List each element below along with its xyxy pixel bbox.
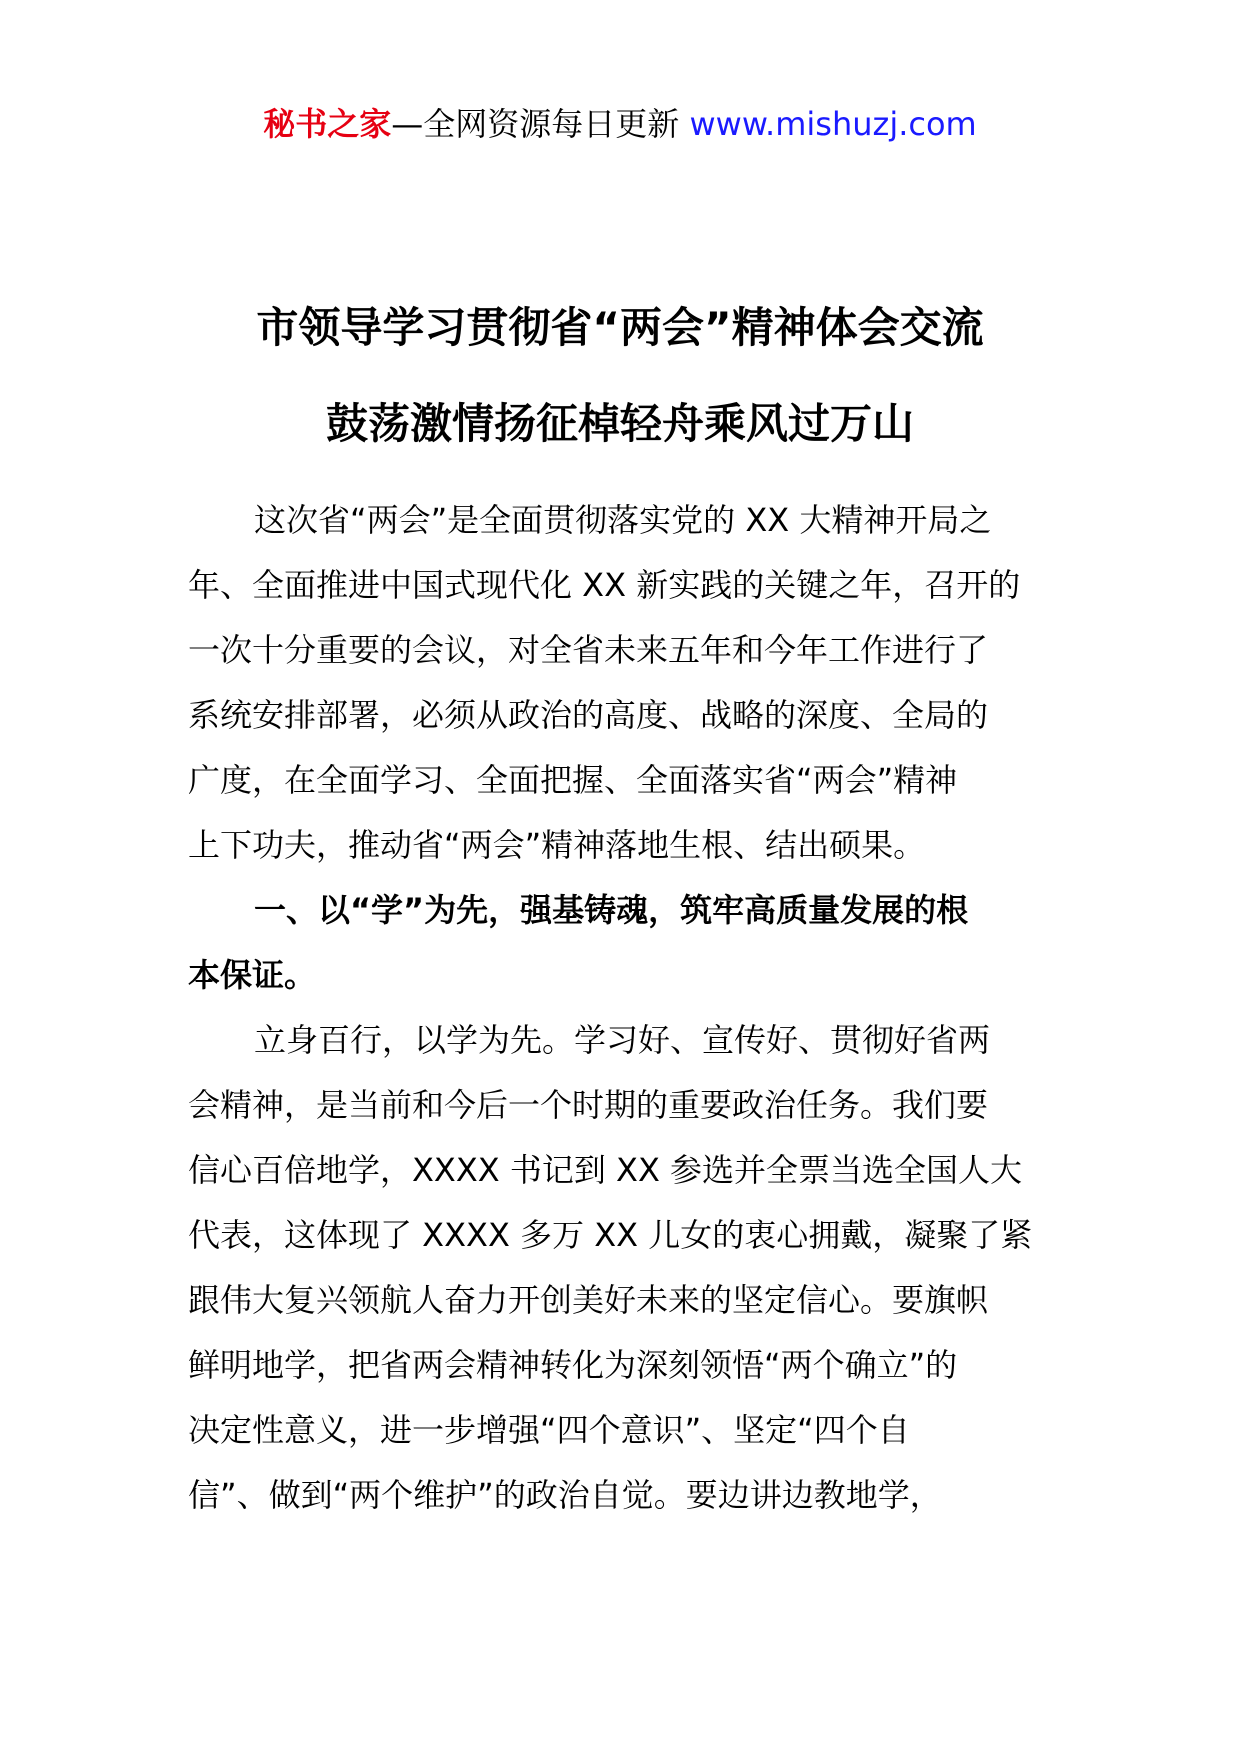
paragraph-line: 这次省“两会”是全面贯彻落实党的 XX 大精神开局之: [254, 501, 992, 539]
paragraph-line: 跟伟大复兴领航人奋力开创美好未来的坚定信心。要旗帜: [188, 1281, 989, 1319]
site-url-link[interactable]: www.mishuzj.com: [689, 105, 977, 143]
paragraph-line: 信”、做到“两个维护”的政治自觉。要边讲边教地学，: [188, 1476, 942, 1514]
paragraph-line: 决定性意义，进一步增强“四个意识”、坚定“四个自: [188, 1411, 910, 1449]
paragraph-line: 信心百倍地学，XXXX 书记到 XX 参选并全票当选全国人大: [188, 1151, 1023, 1189]
paragraph-line: 鲜明地学，把省两会精神转化为深刻领悟“两个确立”的: [188, 1346, 958, 1384]
document-subtitle: 鼓荡激情扬征棹轻舟乘风过万山: [325, 399, 914, 448]
site-header: [0, 100, 1240, 148]
paragraph-line: 一次十分重要的会议，对全省未来五年和今年工作进行了: [188, 631, 989, 669]
paragraph-line: 会精神，是当前和今后一个时期的重要政治任务。我们要: [188, 1086, 989, 1124]
section-heading: 一、以“学”为先，强基铸魂，筑牢高质量发展的根: [254, 891, 969, 929]
section-heading: 本保证。: [188, 956, 317, 994]
brand-name: 秘书之家: [263, 105, 392, 143]
document-title: 市领导学习贯彻省“两会”精神体会交流: [256, 303, 984, 352]
paragraph-line: 系统安排部署，必须从政治的高度、战略的深度、全局的: [188, 696, 989, 734]
paragraph-line: 年、全面推进中国式现代化 XX 新实践的关键之年，召开的: [188, 566, 1021, 604]
paragraph-line: 立身百行，以学为先。学习好、宣传好、贯彻好省两: [254, 1021, 991, 1059]
paragraph-line: 广度，在全面学习、全面把握、全面落实省“两会”精神: [188, 761, 958, 799]
header-tagline: —全网资源每日更新: [391, 105, 690, 143]
paragraph-line: 代表，这体现了 XXXX 多万 XX 儿女的衷心拥戴，凝聚了紧: [188, 1216, 1033, 1254]
paragraph-line: 上下功夫，推动省“两会”精神落地生根、结出硕果。: [188, 826, 926, 864]
document-body: [188, 488, 1052, 1528]
